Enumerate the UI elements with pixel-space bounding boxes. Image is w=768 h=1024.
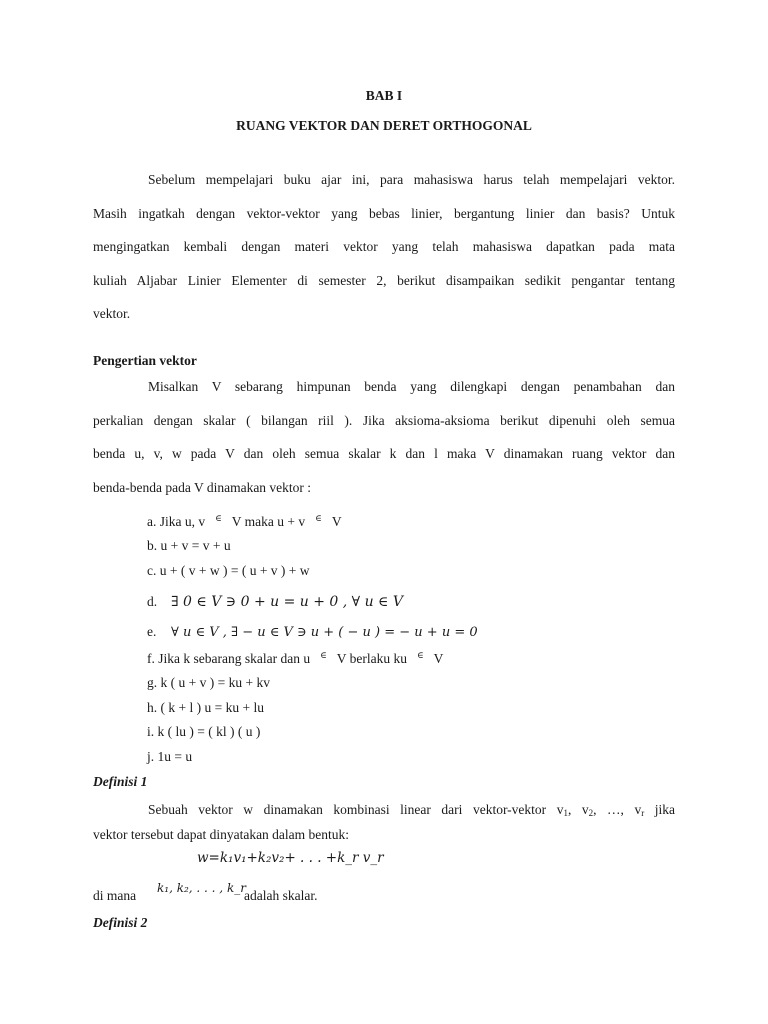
definition-line: benda u, v, w pada V dan oleh semua skalar k dan l maka V dinamakan ruang vektor dan xyxy=(93,446,675,461)
definisi-1-paragraph xyxy=(93,800,675,859)
axiom-e-formula: ∀ u ∈ V , ∃ − u ∈ V ∋ u + ( − u ) = − u + u = 0 xyxy=(171,625,478,640)
dimana-prefix: di mana xyxy=(93,888,137,903)
definisi-1-heading: Definisi 1 xyxy=(93,774,148,789)
element-of-symbol: ∈ xyxy=(320,650,327,660)
axiom-j: j. 1u = u xyxy=(147,749,193,764)
linear-combination-formula: w=k₁v₁+k₂v₂+ . . . +k_r v_r xyxy=(197,850,384,866)
intro-line: kuliah Aljabar Linier Elementer di semester 2, berikut disampaikan sedikit pengantar tentang xyxy=(93,272,675,288)
chapter-label: BAB I xyxy=(365,88,403,103)
definition-paragraph xyxy=(93,377,675,511)
axiom-d-formula: ∃ 0 ∈ V ∋ 0 + u = u + 0 , ∀ u ∈ V xyxy=(171,594,403,610)
definisi-2-heading: Definisi 2 xyxy=(93,915,148,930)
axiom-e: e. ∀ u ∈ V , ∃ − u ∈ V ∋ u + ( − u ) = − u + u = 0 xyxy=(147,624,478,640)
axiom-i: i. k ( lu ) = ( kl ) ( u ) xyxy=(147,724,261,739)
definition-line: Misalkan V sebarang himpunan benda yang dilengkapi dengan penambahan dan xyxy=(148,379,675,394)
element-of-symbol: ∈ xyxy=(315,513,322,523)
definition-line: benda-benda pada V dinamakan vektor : xyxy=(93,479,312,495)
element-of-symbol: ∈ xyxy=(417,650,424,660)
axiom-g: g. k ( u + v ) = ku + kv xyxy=(147,675,270,690)
axiom-c: c. u + ( v + w ) = ( u + v ) + w xyxy=(147,563,310,578)
element-of-symbol: ∈ xyxy=(215,513,222,523)
intro-line: Masih ingatkah dengan vektor-vektor yang bebas linier, bergantung linier dan basis? Untuk xyxy=(93,205,675,221)
intro-paragraph xyxy=(93,170,675,338)
definition-line: perkalian dengan skalar ( bilangan riil ). Jika aksioma-aksioma berikut dipenuhi oleh semua xyxy=(93,412,675,428)
axiom-b: b. u + v = v + u xyxy=(147,538,231,553)
axiom-a: a. Jika u, v ∈ V maka u + v ∈ V xyxy=(147,513,342,529)
intro-line: vektor. xyxy=(93,306,131,321)
definisi-1-line-1: Sebuah vektor w dinamakan kombinasi linear dari vektor-vektor v1, v2, …, vr jika xyxy=(148,802,676,818)
axiom-f: f. Jika k sebarang skalar dan u ∈ V berlaku ku ∈ V xyxy=(147,650,444,666)
scalars-formula: k₁, k₂, . . . , k_r xyxy=(157,881,246,895)
chapter-title: RUANG VEKTOR DAN DERET ORTHOGONAL xyxy=(236,118,532,133)
axiom-d: d. ∃ 0 ∈ V ∋ 0 + u = u + 0 , ∀ u ∈ V xyxy=(147,594,403,610)
section-heading: Pengertian vektor xyxy=(93,353,197,368)
intro-line: Sebelum mempelajari buku ajar ini, para mahasiswa harus telah mempelajari vektor. xyxy=(148,172,675,187)
axiom-h: h. ( k + l ) u = ku + lu xyxy=(147,700,264,715)
definisi-1-line-2: vektor tersebut dapat dinyatakan dalam bentuk: xyxy=(93,827,350,842)
intro-line: mengingatkan kembali dengan materi vektor yang telah mahasiswa dapatkan pada mata xyxy=(93,239,675,254)
dimana-suffix: adalah skalar. xyxy=(244,888,318,903)
